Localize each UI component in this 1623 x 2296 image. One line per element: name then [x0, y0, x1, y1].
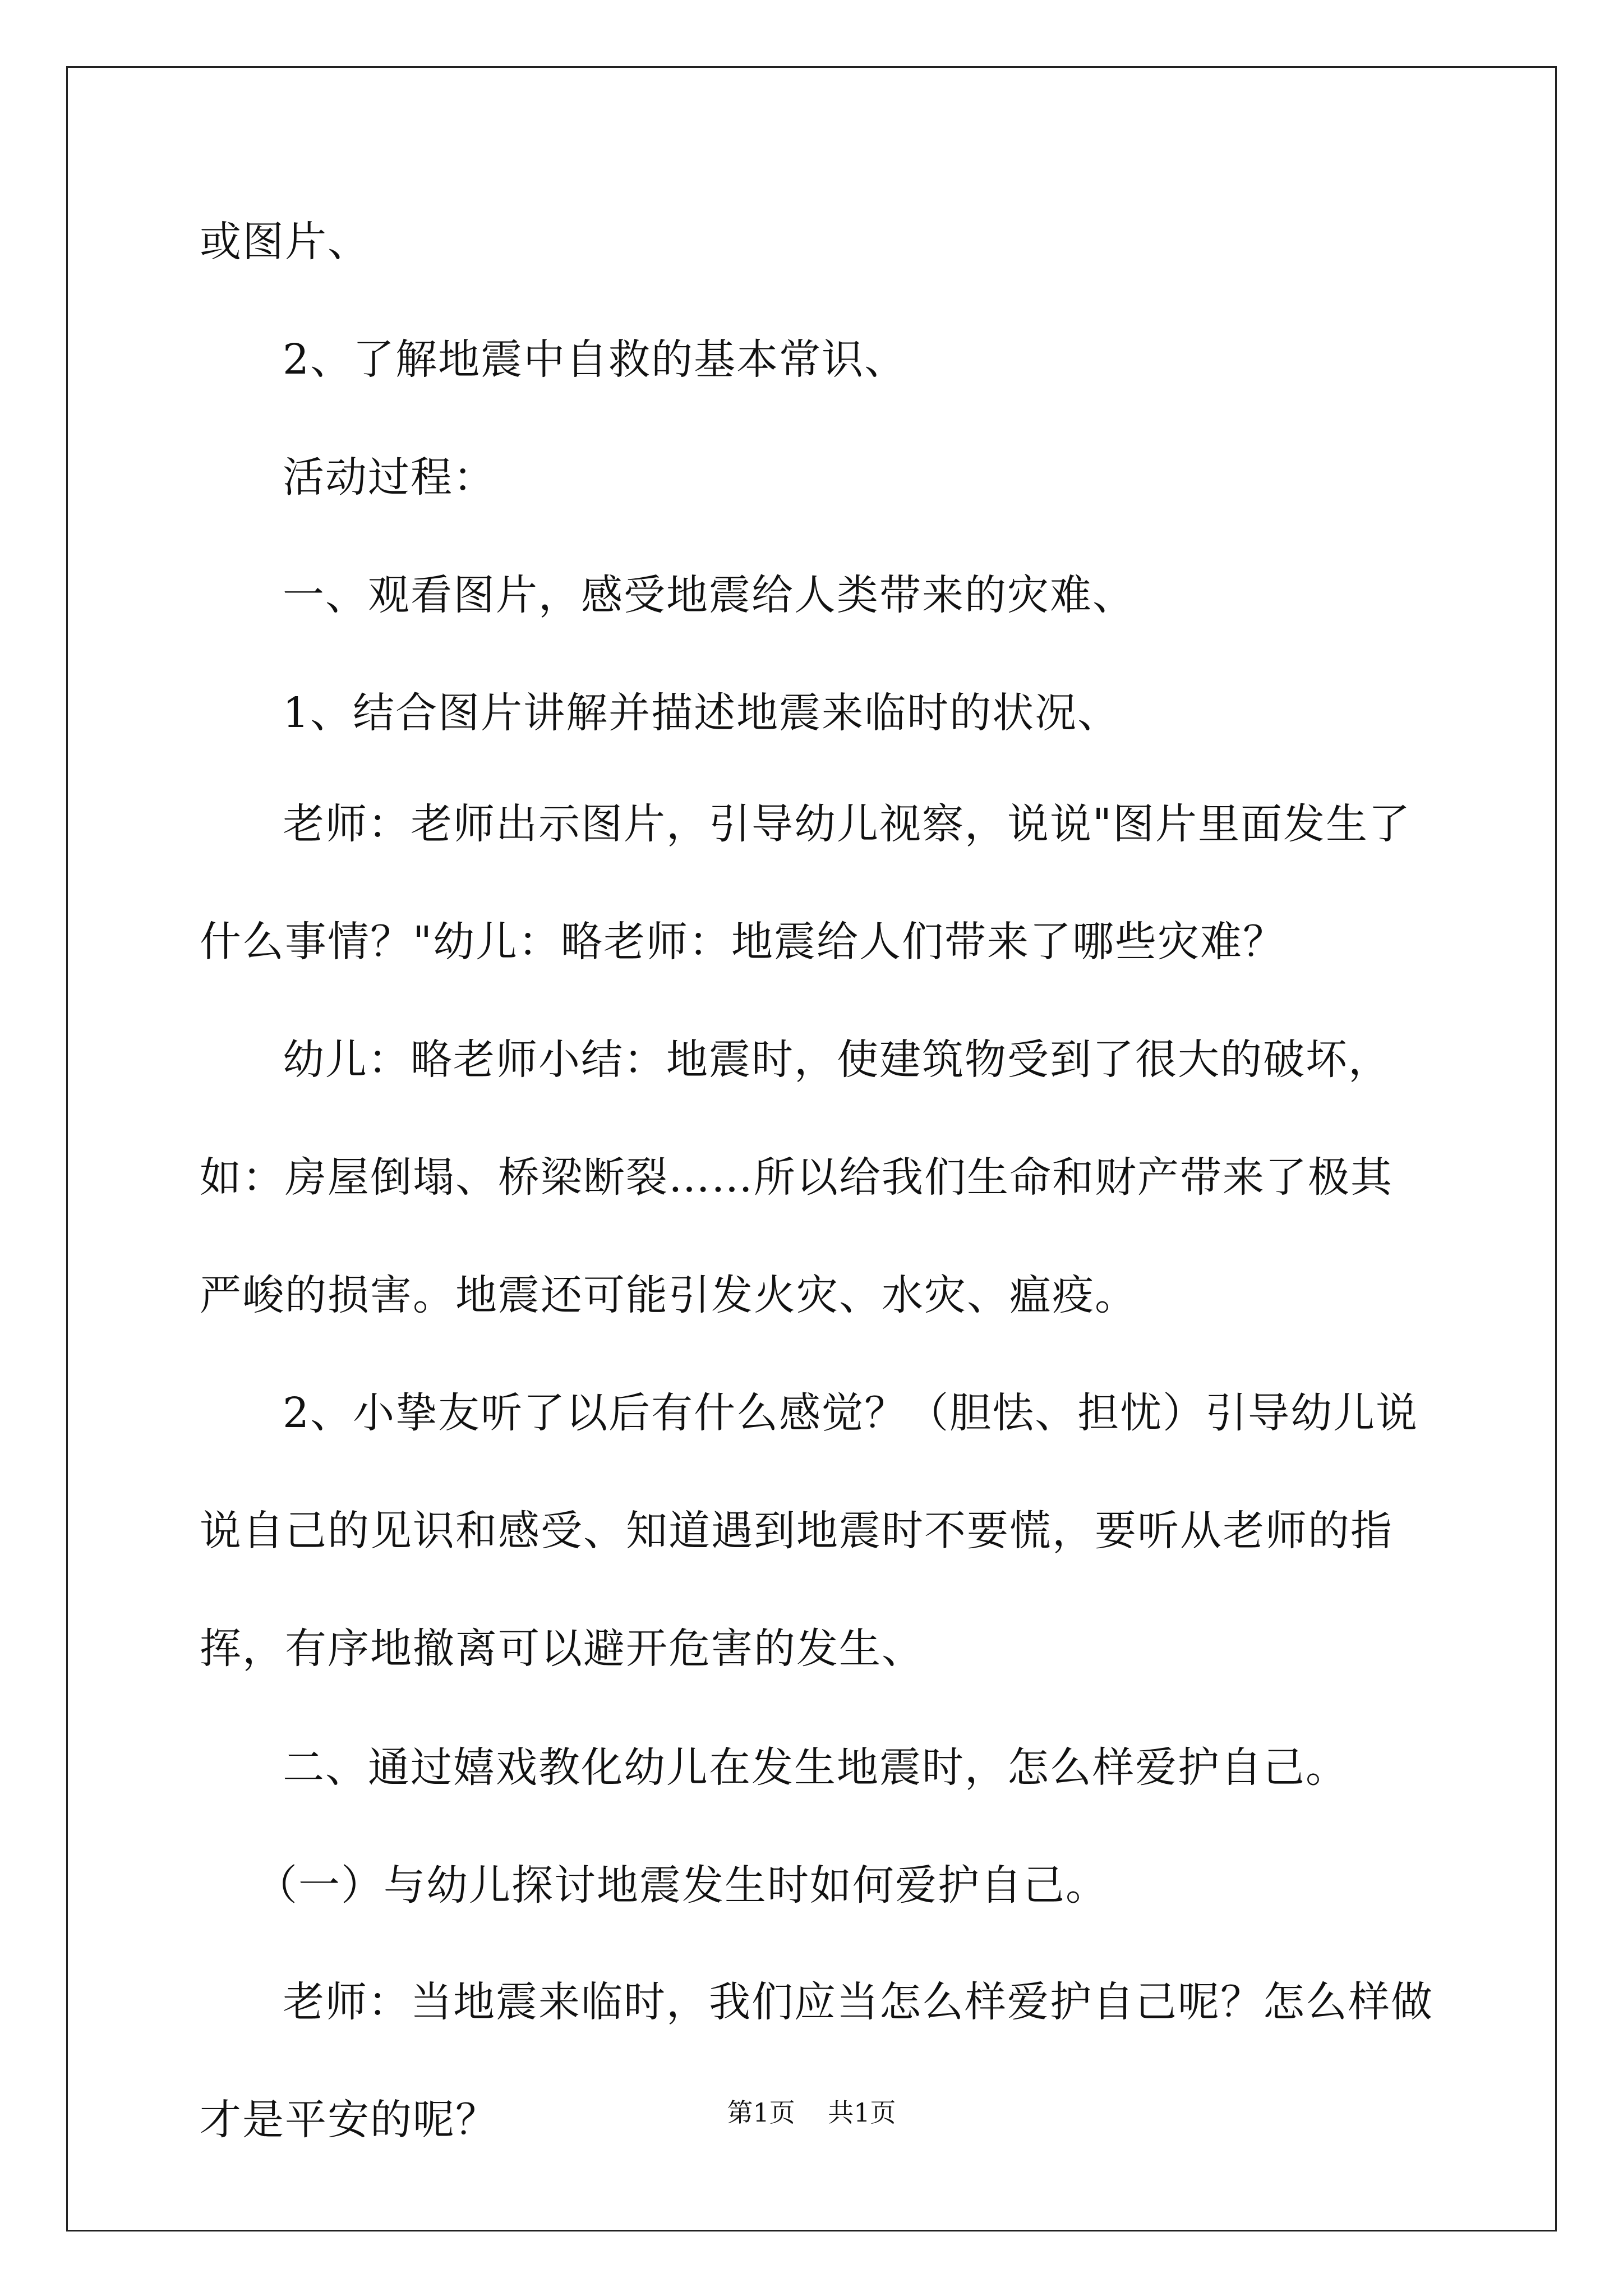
- paragraph-7: 2、小挚友听了以后有什么感觉？（胆怯、担忧）引导幼儿说说自己的见识和感受、知道遇到地震时不要慌，要听从老师的指挥，有序地撤离可以避开危害的发生、: [200, 1389, 1419, 1673]
- paragraph-3: 一、观看图片，感受地震给人类带来的灾难、: [283, 571, 1135, 619]
- paragraph-6: 幼儿：略老师小结：地震时，使建筑物受到了很大的破坏，如：房屋倒塌、桥梁断裂……所以给我们生命和财产带来了极其严峻的损害。地震还可能引发火灾、水灾、瘟疫。: [200, 1036, 1393, 1319]
- paragraph-4: 1、结合图片讲解并描述地震来临时的状况、: [283, 689, 1121, 737]
- paragraph-2: 活动过程：: [283, 453, 496, 501]
- paragraph-0: 或图片、: [200, 218, 370, 266]
- paragraph-5: 老师：老师出示图片，引导幼儿视察，说说"图片里面发生了什么事情？"幼儿：略老师：地震给人们带来了哪些灾难？: [200, 800, 1412, 966]
- paragraph-8: 二、通过嬉戏教化幼儿在发生地震时，怎么样爱护自己。: [283, 1743, 1348, 1792]
- paragraph-10: 老师：当地震来临时，我们应当怎么样爱护自己呢？怎么样做才是平安的呢？: [200, 1978, 1433, 2144]
- paragraph-1: 2、了解地震中自救的基本常识、: [283, 335, 907, 384]
- page-footer: 第1页 共1页: [727, 2097, 896, 2128]
- paragraph-9: （一）与幼儿探讨地震发生时如何爱护自己。: [256, 1861, 1108, 1910]
